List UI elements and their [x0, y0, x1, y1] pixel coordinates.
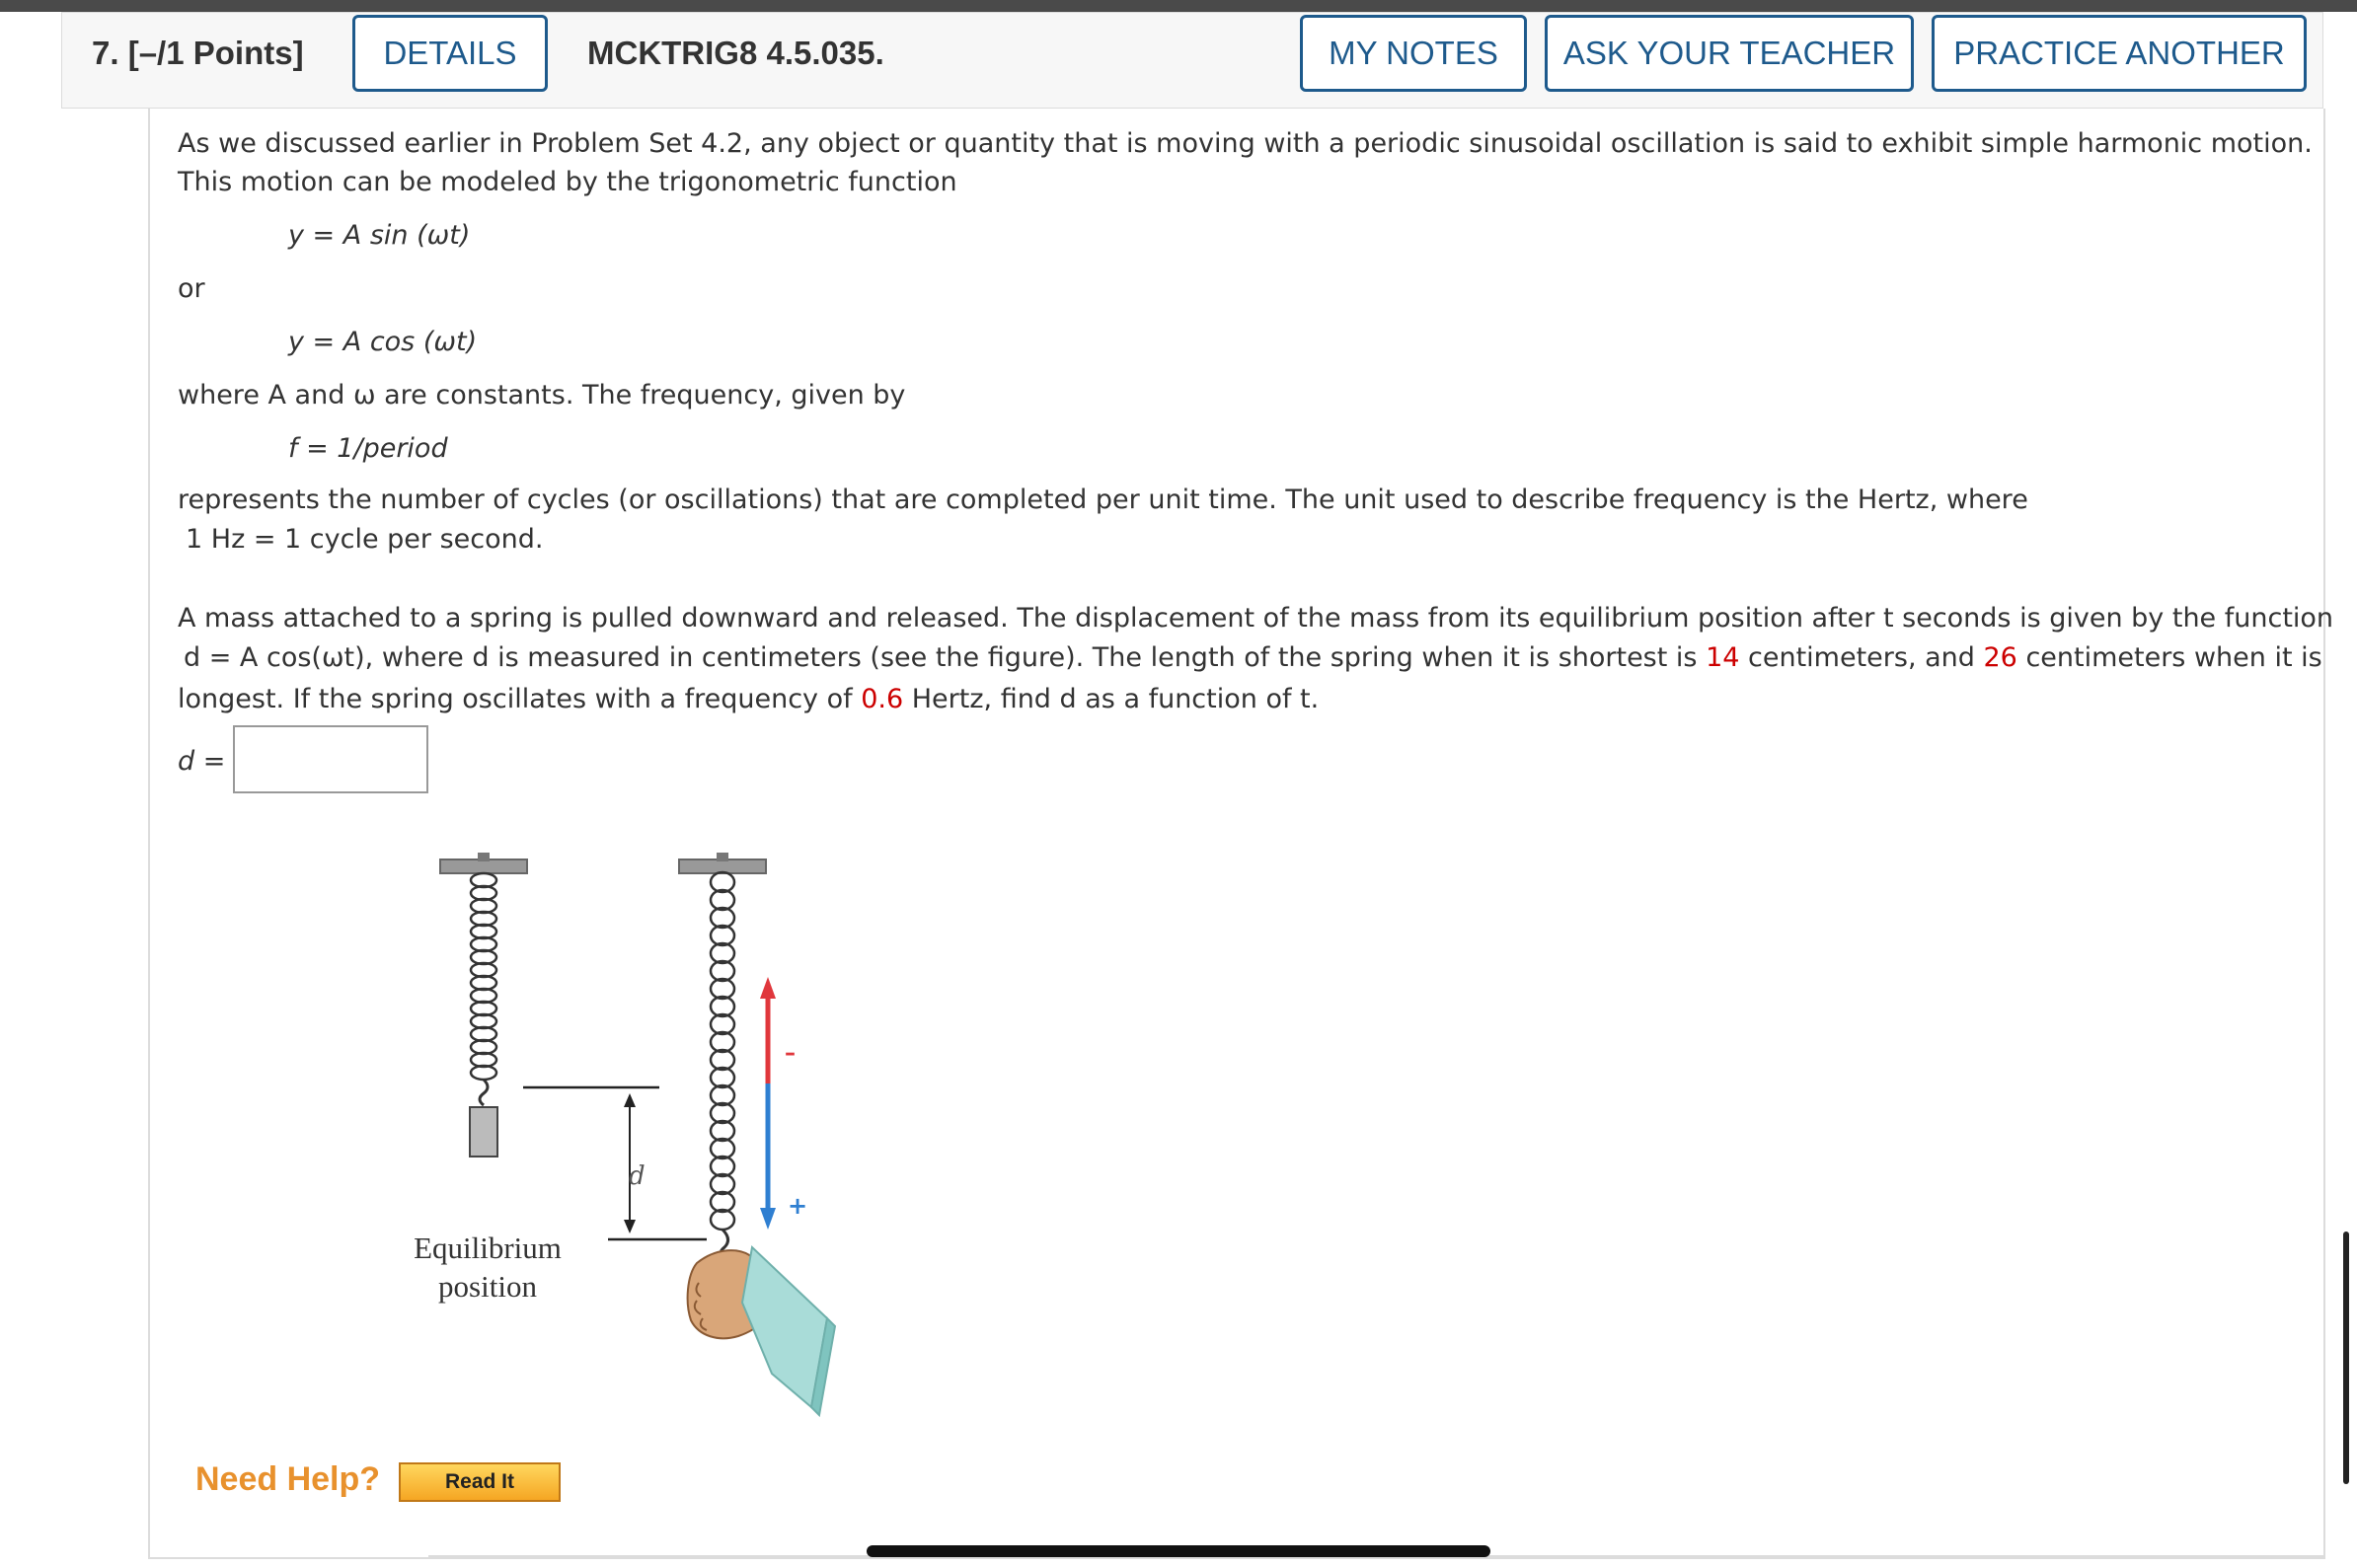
left-spring-assembly [440, 853, 527, 1157]
d-arrow-up [624, 1093, 636, 1107]
practice-another-button[interactable]: PRACTICE ANOTHER [1932, 15, 2307, 92]
equation-cos: y = A cos (ωt) [288, 327, 478, 357]
ask-teacher-button[interactable]: ASK YOUR TEACHER [1545, 15, 1914, 92]
need-help-label: Need Help? [195, 1460, 381, 1498]
blue-arrow-down [760, 1208, 776, 1230]
left-spring-coils [471, 873, 496, 1080]
intro-line-2: This motion can be modeled by the trigonometric function [178, 167, 957, 197]
represents-line-2: 1 Hz = 1 cycle per second. [186, 524, 544, 555]
red-arrow-up [760, 977, 776, 999]
mass-block [470, 1107, 497, 1157]
problem-code: MCKTRIG8 4.5.035. [587, 35, 884, 71]
equation-frequency: f = 1/period [288, 433, 448, 464]
right-spring-assembly [679, 853, 766, 1261]
right-spring-coils [711, 872, 734, 1230]
problem-line-3: longest. If the spring oscillates with a frequency of 0.6 Hertz, find d as a function of t. [178, 684, 1320, 714]
minus-label: – [785, 1041, 796, 1066]
left-plate-bolt [478, 853, 490, 861]
read-it-button[interactable]: Read It [399, 1462, 561, 1502]
my-notes-button[interactable]: MY NOTES [1300, 15, 1527, 92]
question-header [61, 12, 2323, 109]
left-spring-hook [480, 1080, 488, 1105]
equilibrium-label-line-1: Equilibrium [414, 1231, 562, 1265]
where-text: where A and ω are constants. The frequency, given by [178, 380, 906, 411]
vertical-scrollbar[interactable] [2343, 1232, 2349, 1484]
problem-line-2: d = A cos(ωt), where d is measured in centimeters (see the figure). The length of the spring when it is shortest is 14 centimeters, and 26 centimeters when it is [184, 642, 2322, 673]
equilibrium-label-line-2: position [438, 1269, 537, 1304]
right-plate-bolt [717, 853, 728, 861]
d-arrow-down [624, 1220, 636, 1233]
left-ceiling-plate [440, 859, 527, 873]
details-button[interactable]: DETAILS [352, 15, 548, 92]
or-text: or [178, 273, 205, 304]
intro-line-1: As we discussed earlier in Problem Set 4.2, any object or quantity that is moving with a periodic sinusoidal oscillation is said to exhibit simple harmonic motion. [178, 128, 2313, 159]
horizontal-scrollbar[interactable] [867, 1545, 1490, 1557]
pulling-hand [688, 1247, 835, 1415]
answer-label: d = [178, 746, 226, 777]
spring-figure [385, 849, 918, 1421]
represents-line-1: represents the number of cycles (or oscillations) that are completed per unit time. The unit used to describe frequency is the Hertz, where [178, 485, 2028, 515]
frequency-value: 0.6 [861, 684, 904, 714]
shortest-value: 14 [1706, 642, 1740, 673]
top-bar [0, 0, 2357, 12]
plus-label: + [788, 1192, 808, 1220]
d-label: d [629, 1161, 646, 1191]
question-number-points: 7. [–/1 Points] [92, 35, 304, 71]
answer-input[interactable] [233, 725, 428, 793]
longest-value: 26 [1983, 642, 2017, 673]
equation-sin: y = A sin (ωt) [288, 220, 471, 251]
problem-line-1: A mass attached to a spring is pulled downward and released. The displacement of the mass from its equilibrium position after t seconds is given by the function [178, 603, 2334, 634]
